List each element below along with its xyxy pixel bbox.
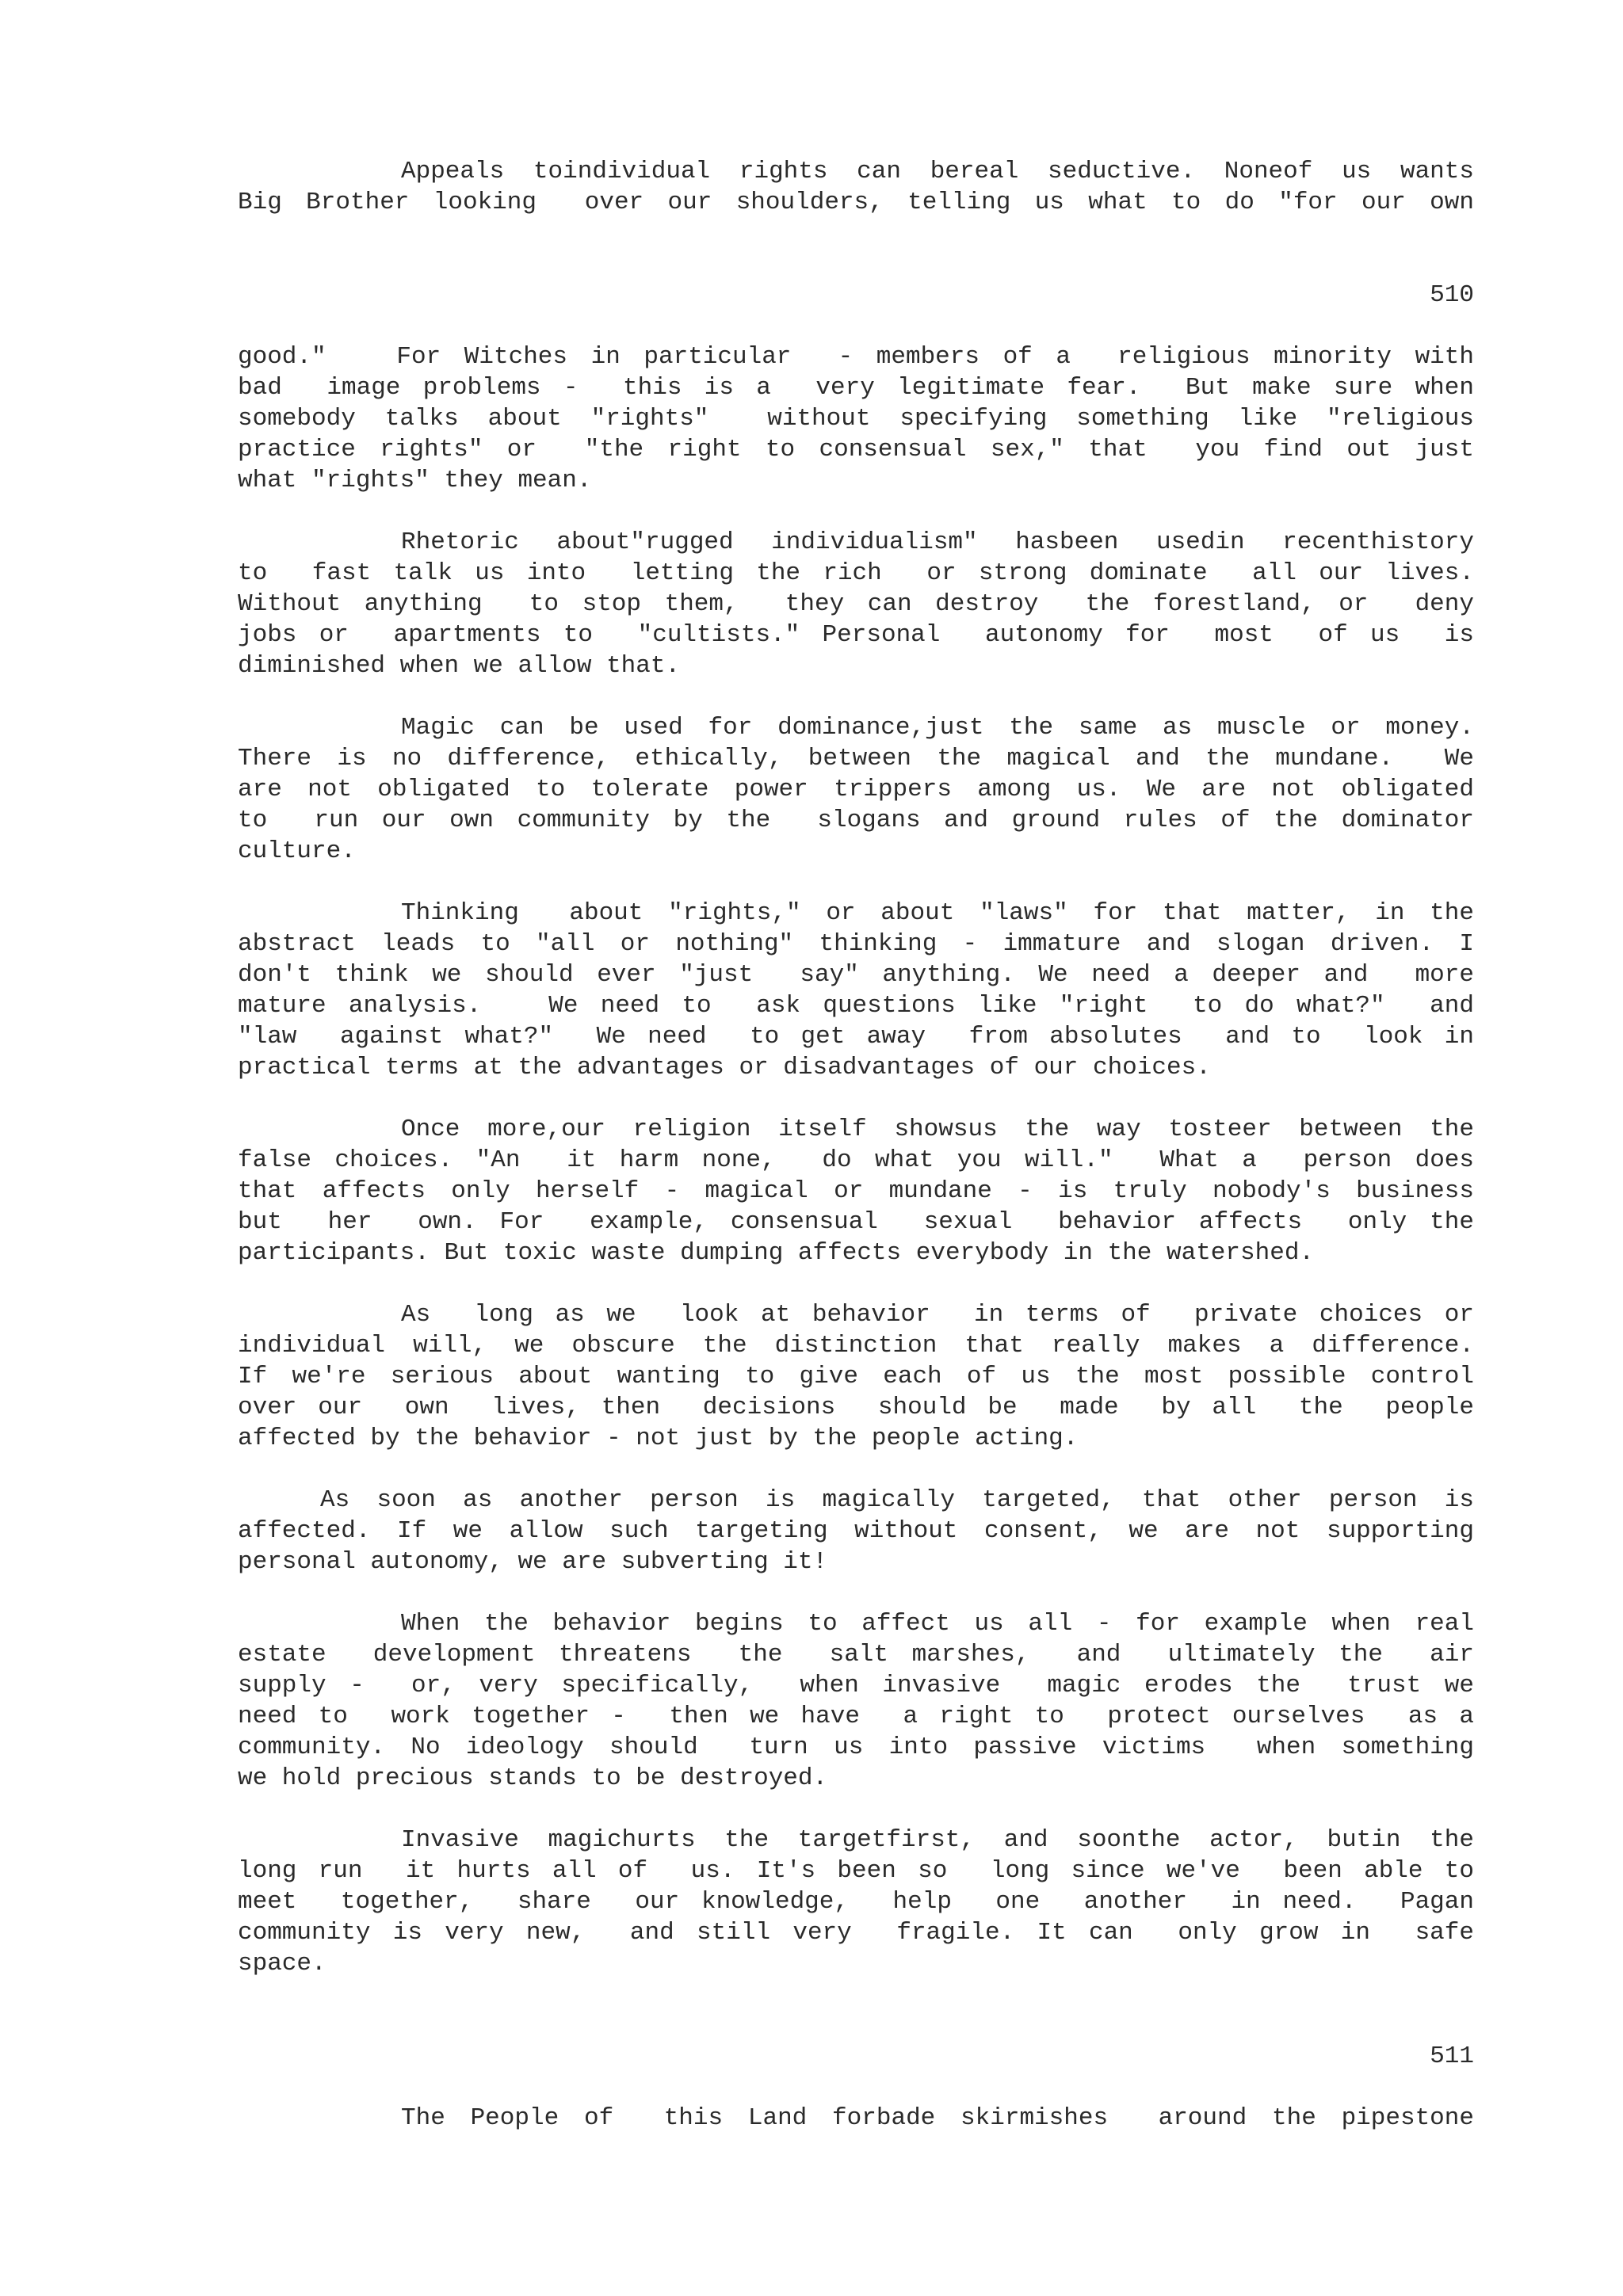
text-line: personal autonomy, we are subverting it! xyxy=(238,1548,828,1576)
text-line: When the behavior begins to affect us all - for example when real xyxy=(401,1610,1474,1638)
text-line: Thinking about "rights," or about "laws" for that matter, in the xyxy=(401,899,1474,927)
text-line: individual will, we obscure the distinction that really makes a difference. xyxy=(238,1332,1474,1360)
text-line: affected by the behavior - not just by the people acting. xyxy=(238,1425,1079,1452)
text-line: As soon as another person is magically targeted, that other person is xyxy=(320,1486,1474,1514)
text-line: mature analysis. We need to ask questions like "right to do what?" and xyxy=(238,992,1474,1020)
text-line: to run our own community by the slogans and ground rules of the dominator xyxy=(238,807,1474,834)
text-line: supply - or, very specifically, when invasive magic erodes the trust we xyxy=(238,1672,1474,1699)
paragraph xyxy=(238,1114,1474,1268)
paragraph xyxy=(238,527,1474,681)
text-line: If we're serious about wanting to give each of us the most possible control xyxy=(238,1363,1474,1390)
text-line: The People of this Land forbade skirmishes around the pipestone xyxy=(401,2104,1474,2132)
paragraph xyxy=(238,712,1474,867)
paragraph xyxy=(238,1825,1474,1979)
text-line: Big Brother looking over our shoulders, telling us what to do "for our own xyxy=(238,189,1474,216)
text-line: Invasive magichurts the targetfirst, and soonthe actor, butin the xyxy=(401,1826,1474,1854)
text-line: bad image problems - this is a very legitimate fear. But make sure when xyxy=(238,374,1474,402)
text-line: Magic can be used for dominance,just the same as muscle or money. xyxy=(401,714,1474,742)
text-line: false choices. "An it harm none, do what you will." What a person does xyxy=(238,1146,1474,1174)
text-line: over our own lives, then decisions should be made by all the people xyxy=(238,1394,1474,1421)
text-line: As long as we look at behavior in terms of private choices or xyxy=(401,1301,1474,1329)
text-line: Appeals toindividual rights can bereal seductive. Noneof us wants xyxy=(401,158,1474,185)
page-number: 510 xyxy=(1430,281,1474,309)
text-line: to fast talk us into letting the rich or strong dominate all our lives. xyxy=(238,559,1474,587)
text-line: jobs or apartments to "cultists." Personal autonomy for most of us is xyxy=(238,621,1474,649)
text-line: what "rights" they mean. xyxy=(238,467,592,494)
text-line: good." For Witches in particular - members of a religious minority with xyxy=(238,343,1474,371)
text-line: community is very new, and still very fragile. It can only grow in safe xyxy=(238,1919,1474,1947)
text-line: participants. But toxic waste dumping affects everybody in the watershed. xyxy=(238,1239,1315,1267)
paragraph xyxy=(238,341,1474,496)
text-line: Once more,our religion itself showsus the way tosteer between the xyxy=(401,1116,1474,1143)
text-line: Without anything to stop them, they can destroy the forestland, or deny xyxy=(238,590,1474,618)
text-line: practice rights" or "the right to consensual sex," that you find out just xyxy=(238,436,1474,463)
text-line: that affects only herself - magical or mundane - is truly nobody's business xyxy=(238,1177,1474,1205)
text-line: are not obligated to tolerate power trippers among us. We are not obligated xyxy=(238,776,1474,803)
text-line: we hold precious stands to be destroyed. xyxy=(238,1764,828,1792)
text-line: need to work together - then we have a right to protect ourselves as a xyxy=(238,1703,1474,1730)
text-line: diminished when we allow that. xyxy=(238,652,681,680)
text-line: estate development threatens the salt marshes, and ultimately the air xyxy=(238,1641,1474,1669)
text-line: community. No ideology should turn us into passive victims when something xyxy=(238,1733,1474,1761)
text-line: culture. xyxy=(238,837,356,865)
page-number: 511 xyxy=(1430,2042,1474,2070)
paragraph xyxy=(238,1299,1474,1454)
text-line: space. xyxy=(238,1950,327,1978)
text-line: meet together, share our knowledge, help one another in need. Pagan xyxy=(238,1888,1474,1916)
text-line: somebody talks about "rights" without specifying something like "religious xyxy=(238,405,1474,433)
text-line: practical terms at the advantages or disadvantages of our choices. xyxy=(238,1054,1211,1081)
paragraph xyxy=(238,2103,1474,2134)
paragraph xyxy=(238,898,1474,1083)
paragraph xyxy=(238,1608,1474,1794)
text-line: Rhetoric about"rugged individualism" hasbeen usedin recenthistory xyxy=(401,528,1474,556)
text-line: "law against what?" We need to get away from absolutes and to look in xyxy=(238,1023,1474,1051)
paragraph xyxy=(238,1485,1474,1577)
text-line: long run it hurts all of us. It's been so long since we've been able to xyxy=(238,1857,1474,1885)
text-line: There is no difference, ethically, between the magical and the mundane. We xyxy=(238,745,1474,772)
text-line: don't think we should ever "just say" anything. We need a deeper and more xyxy=(238,961,1474,989)
text-line: abstract leads to "all or nothing" thinking - immature and slogan driven. I xyxy=(238,930,1474,958)
top-fragment xyxy=(238,156,1474,218)
text-line: affected. If we allow such targeting without consent, we are not supporting xyxy=(238,1517,1474,1545)
text-line: but her own. For example, consensual sexual behavior affects only the xyxy=(238,1208,1474,1236)
